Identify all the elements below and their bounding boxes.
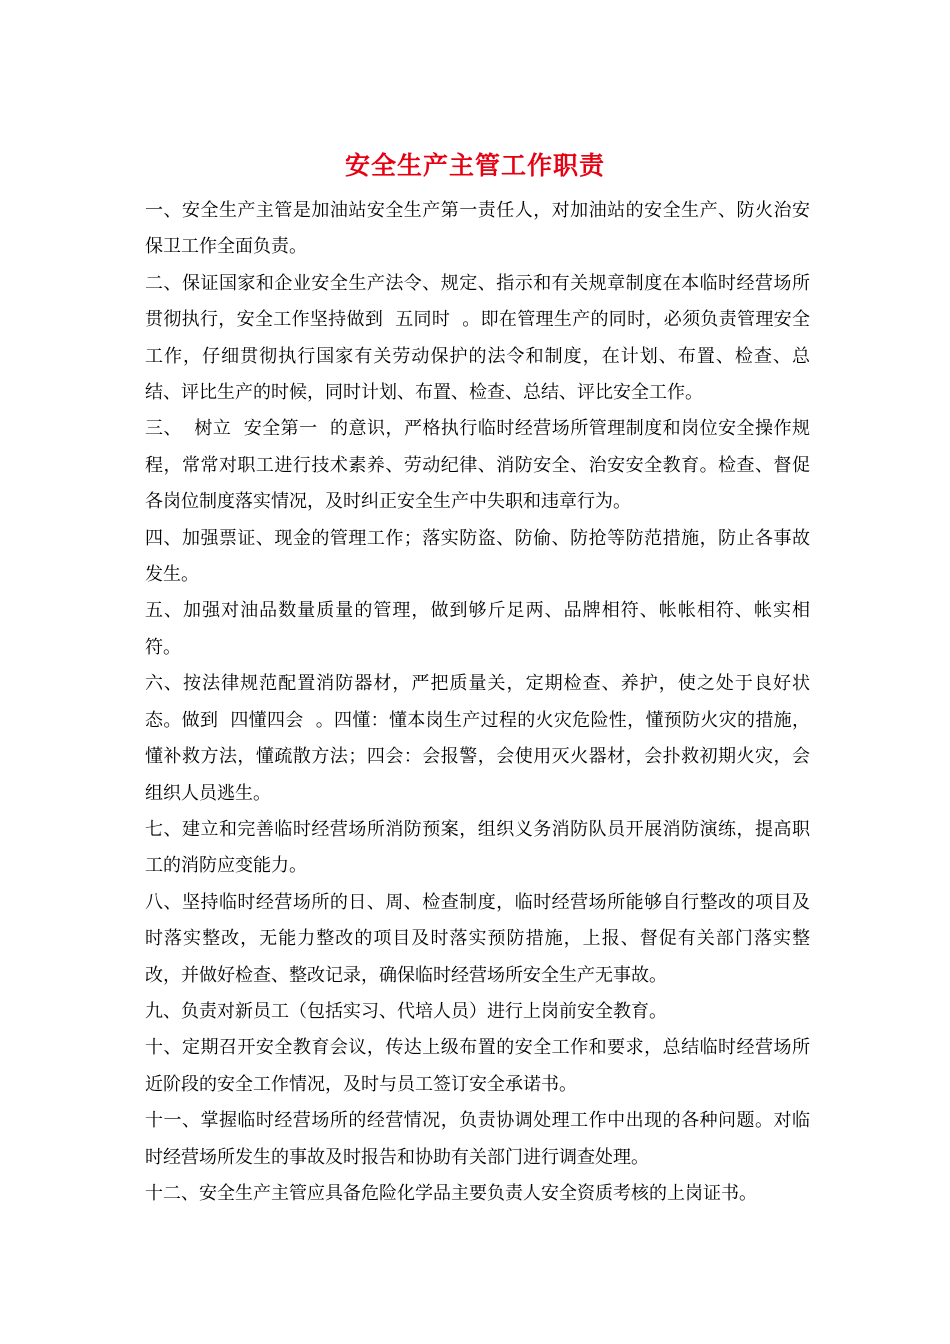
page-title: 安全生产主管工作职责 [344, 151, 605, 180]
paragraph-3: 三、 树立 安全第一 的意识，严格执行临时经营场所管理制度和岗位安全操作规程，常常对职工进行技术素养、劳动纪律、消防安全、治安安全教育。检查、督促各岗位制度落实情况，及时纠正安全生产中失职和违章行为。 [145, 418, 810, 513]
paragraph-6: 六、按法律规范配置消防器材，严把质量关，定期检查、养护，使之处于良好状态。做到 四懂四会 。四懂：懂本岗生产过程的火灾危险性，懂预防火灾的措施，懂补救方法，懂疏散方法；四会：会报警，会使用灭火器材，会扑救初期火灾，会组织人员逃生。 [145, 673, 810, 804]
paragraph-2: 二、保证国家和企业安全生产法令、规定、指示和有关规章制度在本临时经营场所贯彻执行，安全工作坚持做到 五同时 。即在管理生产的同时，必须负责管理安全工作，仔细贯彻执行国家有关劳动保护的法令和制度，在计划、布置、检查、总结、评比生产的时候，同时计划、布置、检查、总结、评比安全工作。 [145, 272, 810, 404]
document-body [145, 193, 810, 1212]
paragraph-11: 十一、掌握临时经营场所的经营情况，负责协调处理工作中出现的各种问题。对临时经营场所发生的事故及时报告和协助有关部门进行调查处理。 [145, 1110, 810, 1168]
paragraph-8: 八、坚持临时经营场所的日、周、检查制度，临时经营场所能够自行整改的项目及时落实整改，无能力整改的项目及时落实预防措施，上报、督促有关部门落实整改，并做好检查、整改记录，确保临时经营场所安全生产无事故。 [145, 891, 810, 986]
paragraph-5: 五、加强对油品数量质量的管理，做到够斤足两、品牌相符、帐帐相符、帐实相符。 [145, 600, 810, 658]
paragraph-1: 一、安全生产主管是加油站安全生产第一责任人，对加油站的安全生产、防火治安保卫工作全面负责。 [145, 200, 810, 258]
paragraph-4: 四、加强票证、现金的管理工作；落实防盗、防偷、防抢等防范措施，防止各事故发生。 [145, 527, 810, 586]
paragraph-10: 十、定期召开安全教育会议，传达上级布置的安全工作和要求，总结临时经营场所近阶段的安全工作情况，及时与员工签订安全承诺书。 [145, 1037, 810, 1095]
paragraph-7: 七、建立和完善临时经营场所消防预案，组织义务消防队员开展消防演练，提高职工的消防应变能力。 [145, 818, 810, 877]
paragraph-12: 十二、安全生产主管应具备危险化学品主要负责人安全资质考核的上岗证书。 [145, 1182, 757, 1204]
paragraph-9: 九、负责对新员工（包括实习、代培人员）进行上岗前安全教育。 [145, 1000, 667, 1022]
